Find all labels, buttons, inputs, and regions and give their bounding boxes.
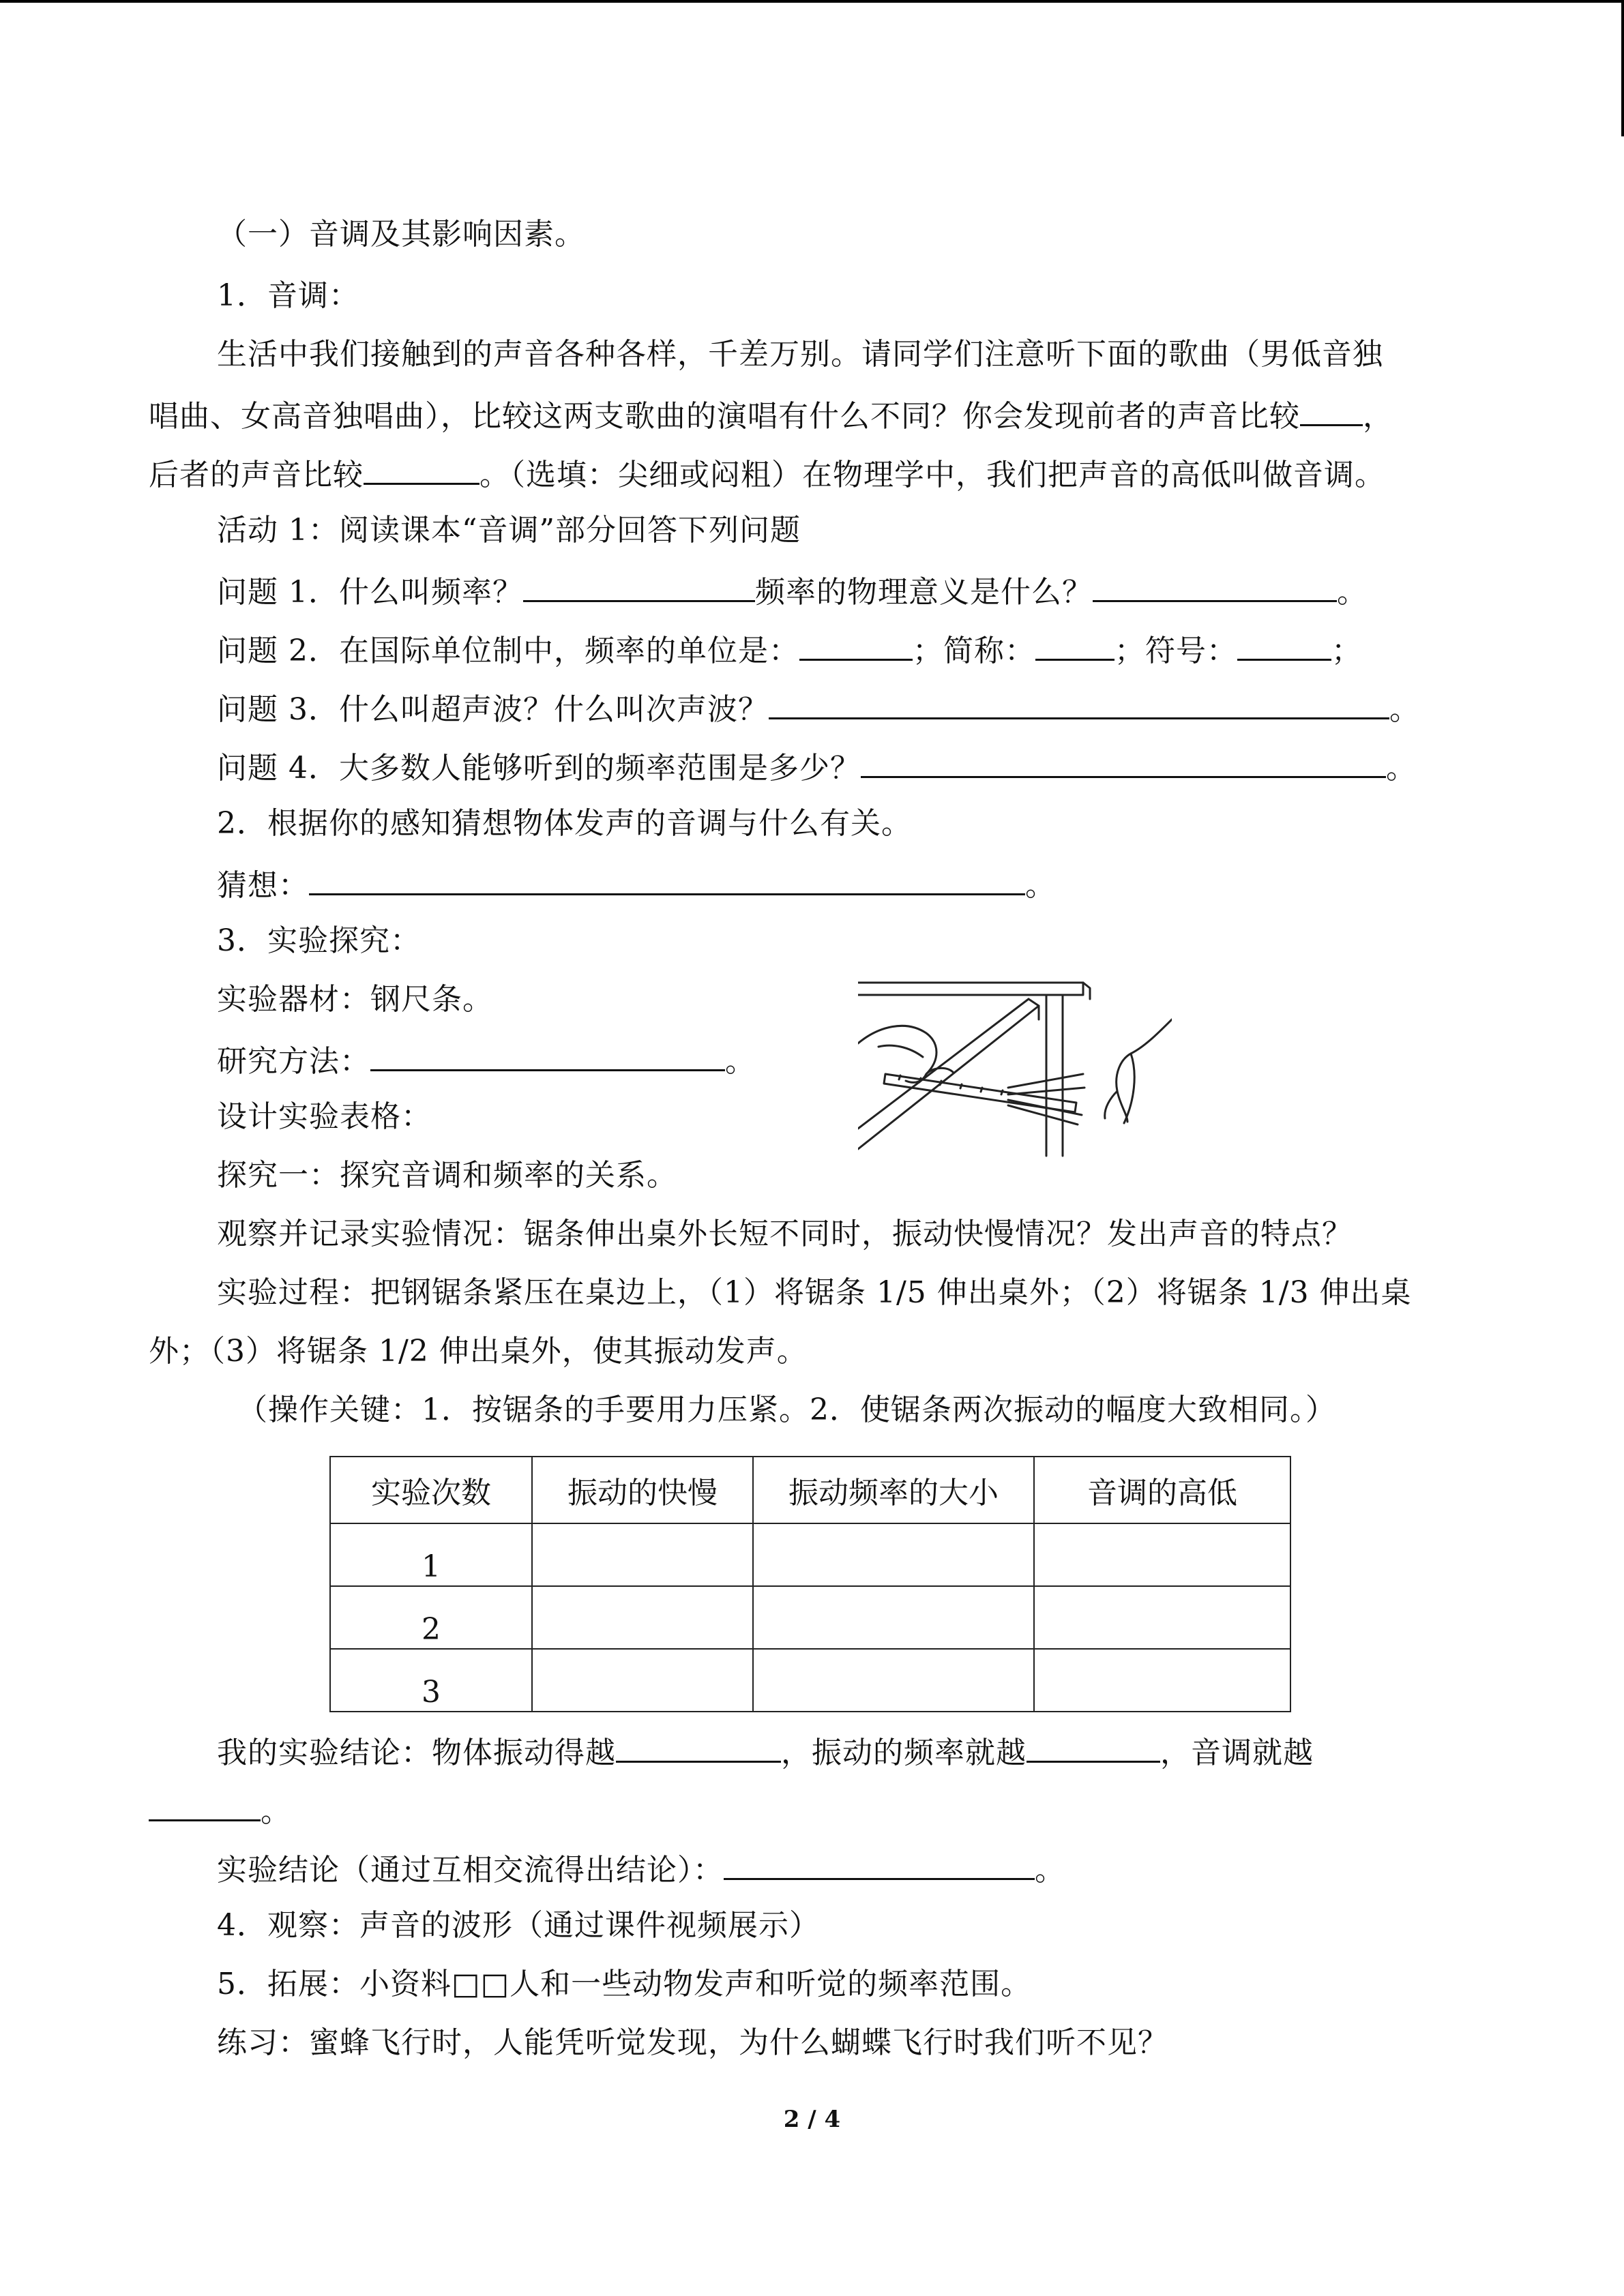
table-header: 音调的高低 (1034, 1457, 1290, 1523)
exp-conclusion-text: 实验结论（通过互相交流得出结论）： (217, 1853, 724, 1888)
table-header-row (330, 1457, 1290, 1523)
table-cell-trial: 3 (330, 1649, 532, 1712)
blank-conclusion-pitch[interactable] (149, 1789, 261, 1821)
guess-end: 。 (1025, 868, 1056, 903)
item1-label: 1．音调： (217, 278, 359, 313)
table-cell[interactable] (753, 1649, 1034, 1712)
equipment: 实验器材：钢尺条。 (217, 982, 493, 1017)
section-title: （一）音调及其影响因素。 (217, 217, 585, 252)
para1-line2-end: ， (1363, 399, 1393, 434)
page-frame-top (0, 0, 1624, 3)
method-end: 。 (725, 1044, 756, 1079)
steel-ruler-figure (858, 979, 1172, 1176)
practice: 练习：蜜蜂飞行时，人能凭听觉发现，为什么蝴蝶飞行时我们听不见？ (217, 2025, 1168, 2060)
blank-q2-symbol[interactable] (1237, 629, 1331, 661)
method (217, 1039, 756, 1081)
question1-text2: 频率的物理意义是什么？ (754, 575, 1093, 610)
table-cell[interactable] (753, 1586, 1034, 1649)
question1-end: 。 (1336, 575, 1368, 610)
my-conclusion-text2: ，振动的频率就越 (781, 1735, 1027, 1770)
experiment-table (329, 1456, 1291, 1712)
table-cell[interactable] (1034, 1523, 1290, 1586)
blank-q2-unit[interactable] (799, 629, 913, 661)
question3 (217, 687, 1420, 729)
page-number: 2 / 4 (783, 2106, 841, 2133)
left-hand (858, 1026, 936, 1082)
blank-conclusion-vibration[interactable] (616, 1731, 781, 1763)
my-conclusion-line2 (149, 1789, 291, 1831)
blank-exp-conclusion[interactable] (724, 1848, 1035, 1880)
question2-text: 问题 2．在国际单位制中，频率的单位是： (217, 633, 799, 668)
question2-text3: ；符号： (1114, 633, 1237, 668)
table-cell[interactable] (532, 1523, 753, 1586)
blank-former-voice[interactable] (1300, 394, 1363, 426)
activity1: 活动 1：阅读课本“音调”部分回答下列问题 (217, 513, 801, 548)
item4: 4．观察：声音的波形（通过课件视频展示） (217, 1908, 820, 1943)
table-header: 实验次数 (330, 1457, 532, 1523)
my-conclusion-end: 。 (261, 1794, 291, 1829)
para1-line2-text: 唱曲、女高音独唱曲），比较这两支歌曲的演唱有什么不同？你会发现前者的声音比较 (149, 399, 1300, 434)
method-label: 研究方法： (217, 1044, 370, 1079)
blank-guess[interactable] (309, 863, 1025, 895)
table-row (330, 1586, 1290, 1649)
question4-end: 。 (1385, 751, 1417, 786)
question1 (217, 570, 1368, 612)
table-cell[interactable] (532, 1649, 753, 1712)
desk-leg (1046, 995, 1063, 1156)
explore1: 探究一：探究音调和频率的关系。 (217, 1158, 677, 1193)
blank-q3[interactable] (769, 687, 1389, 719)
exp-conclusion (217, 1848, 1065, 1890)
my-conclusion-text: 我的实验结论：物体振动得越 (217, 1735, 616, 1770)
table-cell[interactable] (532, 1586, 753, 1649)
process-line2: 外；（3）将锯条 1/2 伸出桌外，使其振动发声。 (149, 1334, 808, 1369)
table-cell[interactable] (1034, 1649, 1290, 1712)
table-header: 振动频率的大小 (753, 1457, 1034, 1523)
question4 (217, 746, 1417, 788)
question1-text: 问题 1．什么叫频率？ (217, 575, 523, 610)
blank-q1-frequency[interactable] (523, 570, 755, 602)
item3: 3．实验探究： (217, 923, 421, 958)
table-cell[interactable] (753, 1523, 1034, 1586)
item5: 5．拓展：小资料□□人和一些动物发声和听觉的频率范围。 (217, 1967, 1032, 2001)
question2-text2: ；简称： (912, 633, 1035, 668)
question2 (217, 629, 1362, 670)
question4-text: 问题 4．大多数人能够听到的频率范围是多少？ (217, 751, 861, 786)
table-cell-trial: 1 (330, 1523, 532, 1586)
para1-line3 (149, 453, 1385, 494)
para1-line1: 生活中我们接触到的声音各种各样，千差万别。请同学们注意听下面的歌曲（男低音独 (217, 337, 1383, 372)
question2-end: ； (1331, 633, 1362, 668)
blank-conclusion-frequency[interactable] (1027, 1731, 1160, 1763)
table-row (330, 1649, 1290, 1712)
process-line1: 实验过程：把钢锯条紧压在桌边上，（1）将锯条 1/5 伸出桌外；（2）将锯条 1/3 伸出桌 (217, 1275, 1412, 1310)
table-cell-trial: 2 (330, 1586, 532, 1649)
key-operations: （操作关键：1．按锯条的手要用力压紧。2．使锯条两次振动的幅度大致相同。） (237, 1392, 1336, 1427)
exp-conclusion-end: 。 (1035, 1853, 1065, 1888)
guess (217, 863, 1056, 905)
observe: 观察并记录实验情况：锯条伸出桌外长短不同时，振动快慢情况？发出声音的特点？ (217, 1217, 1353, 1251)
blank-q1-meaning[interactable] (1093, 570, 1337, 602)
question3-end: 。 (1389, 692, 1420, 727)
blank-latter-voice[interactable] (364, 453, 479, 485)
para1-line2 (149, 394, 1393, 436)
my-conclusion-text3: ，音调就越 (1160, 1735, 1314, 1770)
blank-q4[interactable] (861, 746, 1386, 778)
item2: 2．根据你的感知猜想物体发声的音调与什么有关。 (217, 806, 912, 841)
page-frame-right (1621, 0, 1624, 136)
table-header: 振动的快慢 (532, 1457, 753, 1523)
blank-q2-short[interactable] (1035, 629, 1114, 661)
table-row (330, 1523, 1290, 1586)
right-hand (1117, 1019, 1172, 1122)
guess-label: 猜想： (217, 868, 309, 903)
desk-top (858, 983, 1083, 995)
my-conclusion (217, 1731, 1314, 1772)
design: 设计实验表格： (217, 1099, 432, 1134)
para1-line3-text: 后者的声音比较 (149, 458, 364, 492)
table-cell[interactable] (1034, 1586, 1290, 1649)
question3-text: 问题 3．什么叫超声波？什么叫次声波？ (217, 692, 769, 727)
blank-method[interactable] (370, 1039, 725, 1071)
para1-line3-rest: 。（选填：尖细或闷粗）在物理学中，我们把声音的高低叫做音调。 (479, 458, 1385, 492)
